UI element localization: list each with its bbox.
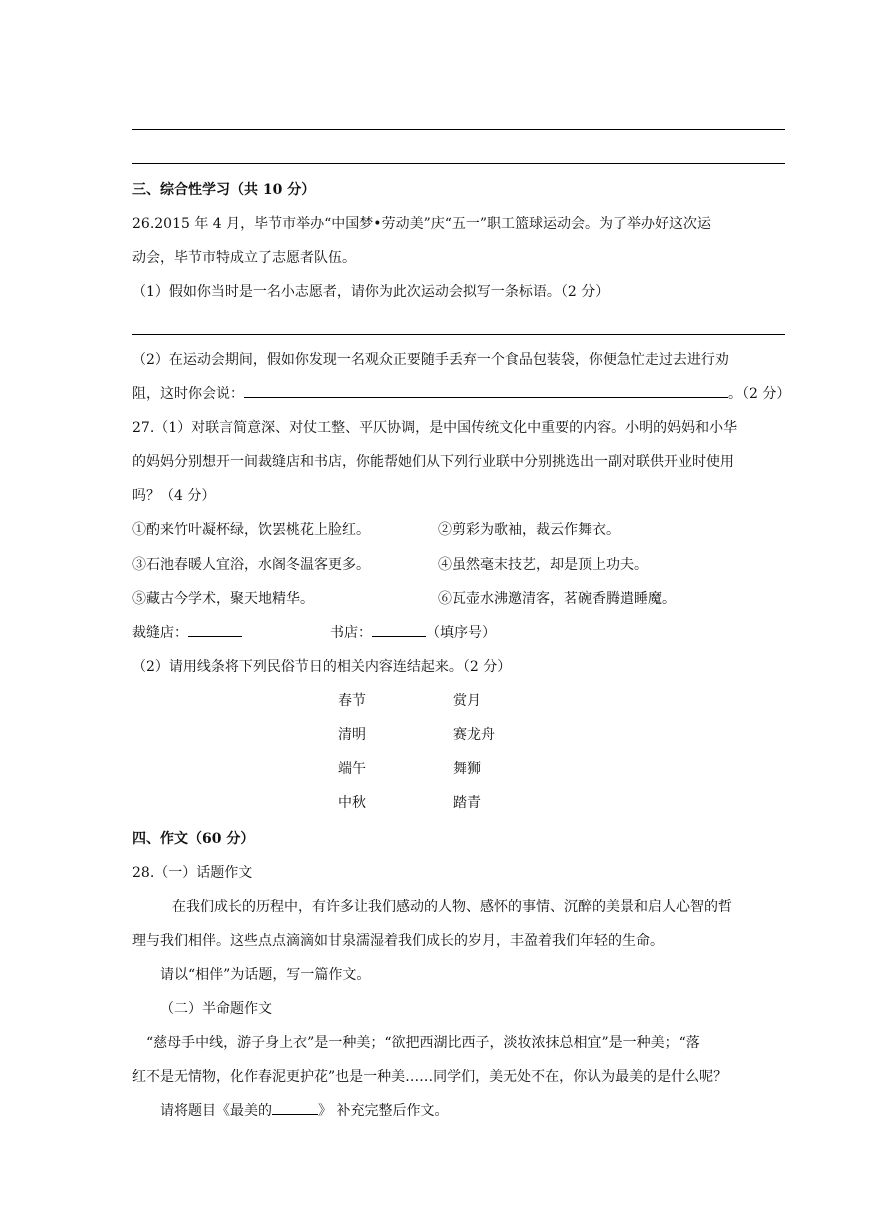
- section3-heading: 三、综合性学习（共 10 分）: [132, 182, 316, 198]
- q26-sub2-prefix: 阻，这时你会说：: [132, 386, 244, 402]
- fill-note: （填序号）: [426, 625, 496, 641]
- tailor-answer-blank[interactable]: [188, 636, 242, 637]
- q26-line1: 26.2015 年 4 月，毕节市举办“中国梦•劳动美”庆“五一”职工篮球运动会。为了举办好这次运: [132, 216, 712, 232]
- couplet-option: ③石池春暖人宜浴，水阁冬温客更多。: [132, 557, 370, 573]
- q28-p2-line2: 红不是无情物，化作春泥更护花”也是一种美……同学们，美无处不在，你认为最美的是什么呢？: [132, 1069, 728, 1085]
- bookstore-label: 书店：: [330, 625, 372, 641]
- festival-item: 清明: [338, 727, 366, 743]
- custom-item: 赛龙舟: [453, 727, 495, 743]
- q28-p1-line3: 请以“相伴”为话题，写一篇作文。: [160, 967, 371, 983]
- section4-heading: 四、作文（60 分）: [132, 831, 255, 847]
- q28-p1-line2: 理与我们相伴。这些点点滴滴如甘泉濡湿着我们成长的岁月，丰盈着我们年轻的生命。: [132, 933, 664, 949]
- couplet-option: ②剪彩为歌袖，裁云作舞衣。: [438, 522, 620, 538]
- fill-row: [132, 623, 242, 643]
- q27-line2: 的妈妈分别想开一间裁缝店和书店，你能帮她们从下列行业联中分别挑选出一副对联供开业时使用: [132, 454, 734, 470]
- q28-p2-line1: “慈母手中线，游子身上衣”是一种美；“欲把西湖比西子，淡妆浓抹总相宜”是一种美；“落: [146, 1035, 700, 1051]
- answer-blank[interactable]: [244, 397, 728, 398]
- couplet-option: ⑤藏古今学术，聚天地精华。: [132, 591, 314, 607]
- fill-row: [330, 623, 496, 643]
- q27-sub2: （2）请用线条将下列民俗节日的相关内容连结起来。（2 分）: [132, 659, 512, 675]
- answer-line: [132, 334, 785, 335]
- couplet-option: ①酌来竹叶凝杯绿，饮罢桃花上脸红。: [132, 522, 370, 538]
- q27-line3: 吗？（4 分）: [132, 488, 216, 504]
- couplet-option: ④虽然毫末技艺，却是顶上功夫。: [438, 557, 648, 573]
- q28-part1: 28.（一）话题作文: [132, 865, 253, 881]
- q26-sub2-line1: （2）在运动会期间，假如你发现一名观众正要随手丢弃一个食品包装袋，你便急忙走过去进行劝: [132, 352, 729, 368]
- q28-p2-line3: [160, 1101, 448, 1121]
- bookstore-answer-blank[interactable]: [372, 636, 426, 637]
- q28-p1-line1: 在我们成长的历程中，有许多让我们感动的人物、感怀的事情、沉醉的美景和启人心智的哲: [172, 899, 732, 915]
- title-suffix: 》 补充完整后作文。: [318, 1103, 449, 1119]
- answer-line: [132, 129, 785, 130]
- q26-sub1: （1）假如你当时是一名小志愿者，请你为此次运动会拟写一条标语。（2 分）: [132, 284, 610, 300]
- answer-line: [132, 163, 785, 164]
- custom-item: 舞狮: [453, 761, 481, 777]
- custom-item: 赏月: [453, 693, 481, 709]
- festival-item: 春节: [338, 693, 366, 709]
- couplet-option: ⑥瓦壶水沸邀清客，茗碗香腾遣睡魔。: [438, 591, 676, 607]
- q26-sub2-suffix: 。（2 分）: [728, 386, 791, 402]
- custom-item: 踏青: [453, 795, 481, 811]
- tailor-label: 裁缝店：: [132, 625, 188, 641]
- title-prefix: 请将题目《最美的: [160, 1103, 272, 1119]
- q26-line2: 动会，毕节市特成立了志愿者队伍。: [132, 250, 356, 266]
- festival-item: 端午: [338, 761, 366, 777]
- q28-part2: （二）半命题作文: [160, 1001, 272, 1017]
- title-answer-blank[interactable]: [272, 1114, 318, 1115]
- q26-sub2-line2: [132, 384, 790, 404]
- q27-line1: 27.（1）对联言简意深、对仗工整、平仄协调，是中国传统文化中重要的内容。小明的妈妈和小华: [132, 420, 738, 436]
- festival-item: 中秋: [338, 795, 366, 811]
